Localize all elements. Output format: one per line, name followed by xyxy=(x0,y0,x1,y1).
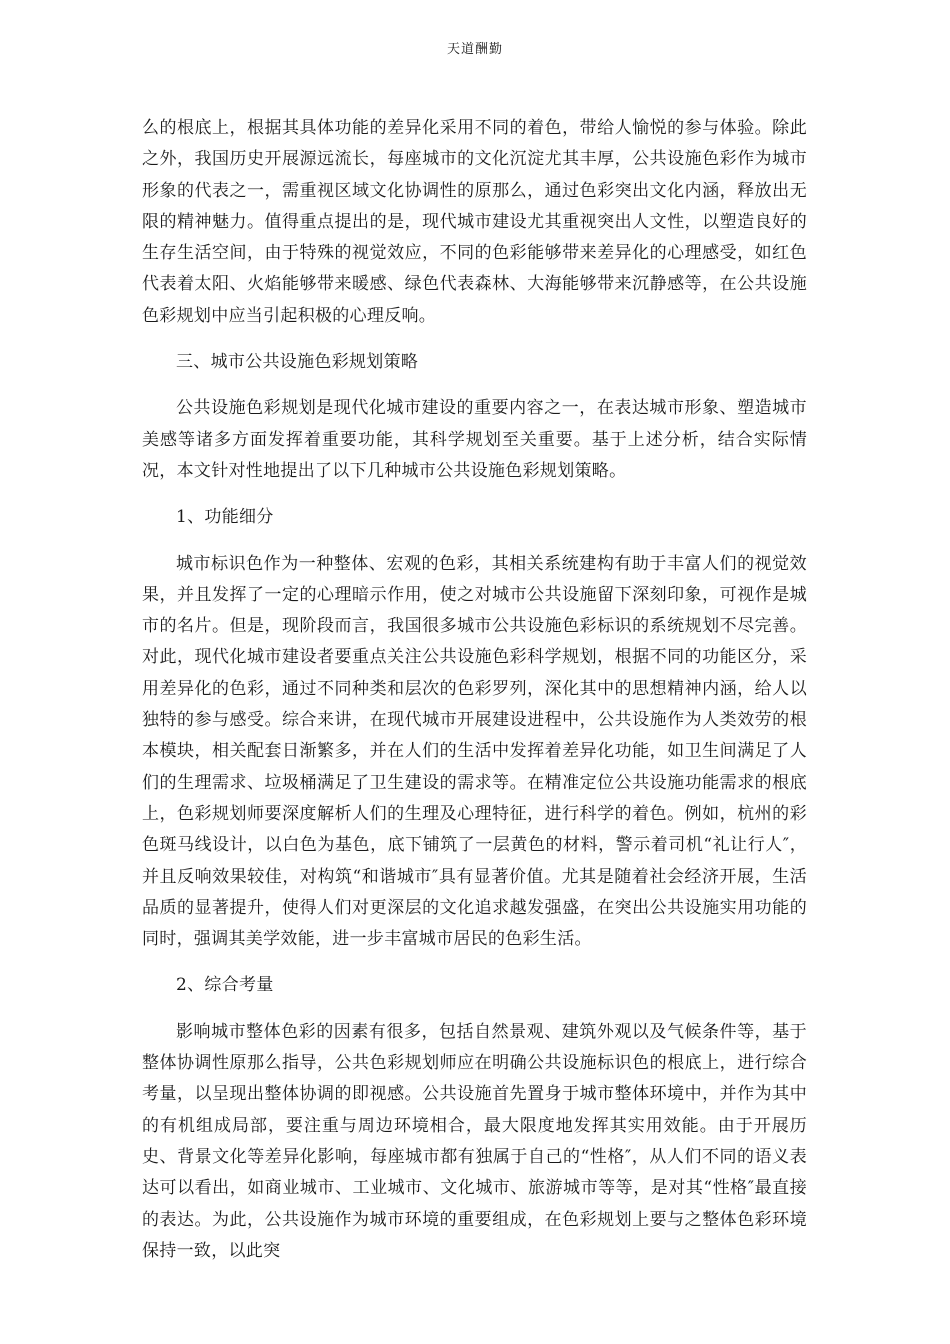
spacer xyxy=(142,487,807,502)
subsection-heading-1: 1、功能细分 xyxy=(176,507,274,528)
subsection-body-1: 城市标识色作为一种整体、宏观的色彩，其相关系统建构有助于丰富人们的视觉效果，并且发挥了一定的心理暗示作用，使之对城市公共设施留下深刻印象，可视作是城市的名片。但是，现阶段而言，我国很多城市公共设施色彩标识的系统规划不尽完善。对此，现代化城市建设者要重点关注公共设施色彩科学规划，根据不同的功能区分，采用差异化的色彩，通过不同种类和层次的色彩罗列，深化其中的思想精神内涵，给人以独特的参与感受。综合来讲，在现代城市开展建设进程中，公共设施作为人类效劳的根本模块，相关配套日渐繁多，并在人们的生活中发挥着差异化功能，如卫生间满足了人们的生理需求、垃圾桶满足了卫生建设的需求等。在精准定位公共设施功能需求的根底上，色彩规划师要深度解析人们的生理及心理特征，进行科学的着色。例如，杭州的彩色斑马线设计，以白色为基色，底下铺筑了一层黄色的材料，警示着司机“礼让行人″，并且反响效果较佳，对构筑“和谐城市″具有显著价值。尤其是随着社会经济开展，生活品质的显著提升，使得人们对更深层的文化追求越发强盛，在突出公共设施实用功能的同时，强调其美学效能，进一步丰富城市居民的色彩生活。 xyxy=(142,553,807,950)
spacer xyxy=(142,534,807,549)
spacer xyxy=(142,378,807,393)
section-heading: 三、城市公共设施色彩规划策略 xyxy=(176,352,419,373)
subsection-body-2: 影响城市整体色彩的因素有很多，包括自然景观、建筑外观以及气候条件等，基于整体协调性原那么指导，公共色彩规划师应在明确公共设施标识色的根底上，进行综合考量，以呈现出整体协调的即视感。公共设施首先置身于城市整体环境中，并作为其中的有机组成局部，要注重与周边环境相合，最大限度地发挥其实用效能。由于开展历史、背景文化等差异化影响，每座城市都有独属于自己的“性格″，从人们不同的语义表达可以看出，如商业城市、工业城市、文化城市、旅游城市等等，是对其“性格″最直接的表达。为此，公共设施作为城市环境的重要组成，在色彩规划上要与之整体色彩环境保持一致，以此突 xyxy=(142,1021,807,1261)
spacer xyxy=(142,332,807,347)
continuation-paragraph: 么的根底上，根据其具体功能的差异化采用不同的着色，带给人愉悦的参与体验。除此之外，我国历史开展源远流长，每座城市的文化沉淀尤其丰厚，公共设施色彩作为城市形象的代表之一，需重视区域文化协调性的原那么，通过色彩突出文化内涵，释放出无限的精神魅力。值得重点提出的是，现代城市建设尤其重视突出人文性，以塑造良好的生存生活空间，由于特殊的视觉效应，不同的色彩能够带来差异化的心理感受，如红色代表着太阳、火焰能够带来暖感、绿色代表森林、大海能够带来沉静感等，在公共设施色彩规划中应当引起积极的心理反响。 xyxy=(142,118,807,326)
document-body xyxy=(142,113,807,1267)
section-intro-paragraph: 公共设施色彩规划是现代化城市建设的重要内容之一，在表达城市形象、塑造城市美感等诸多方面发挥着重要功能，其科学规划至关重要。基于上述分析，结合实际情况，本文针对性地提出了以下几种城市公共设施色彩规划策略。 xyxy=(142,398,807,481)
subsection-heading-2: 2、综合考量 xyxy=(176,975,274,996)
spacer xyxy=(142,955,807,970)
spacer xyxy=(142,1002,807,1017)
page-header: 天道酬勤 xyxy=(446,42,503,57)
